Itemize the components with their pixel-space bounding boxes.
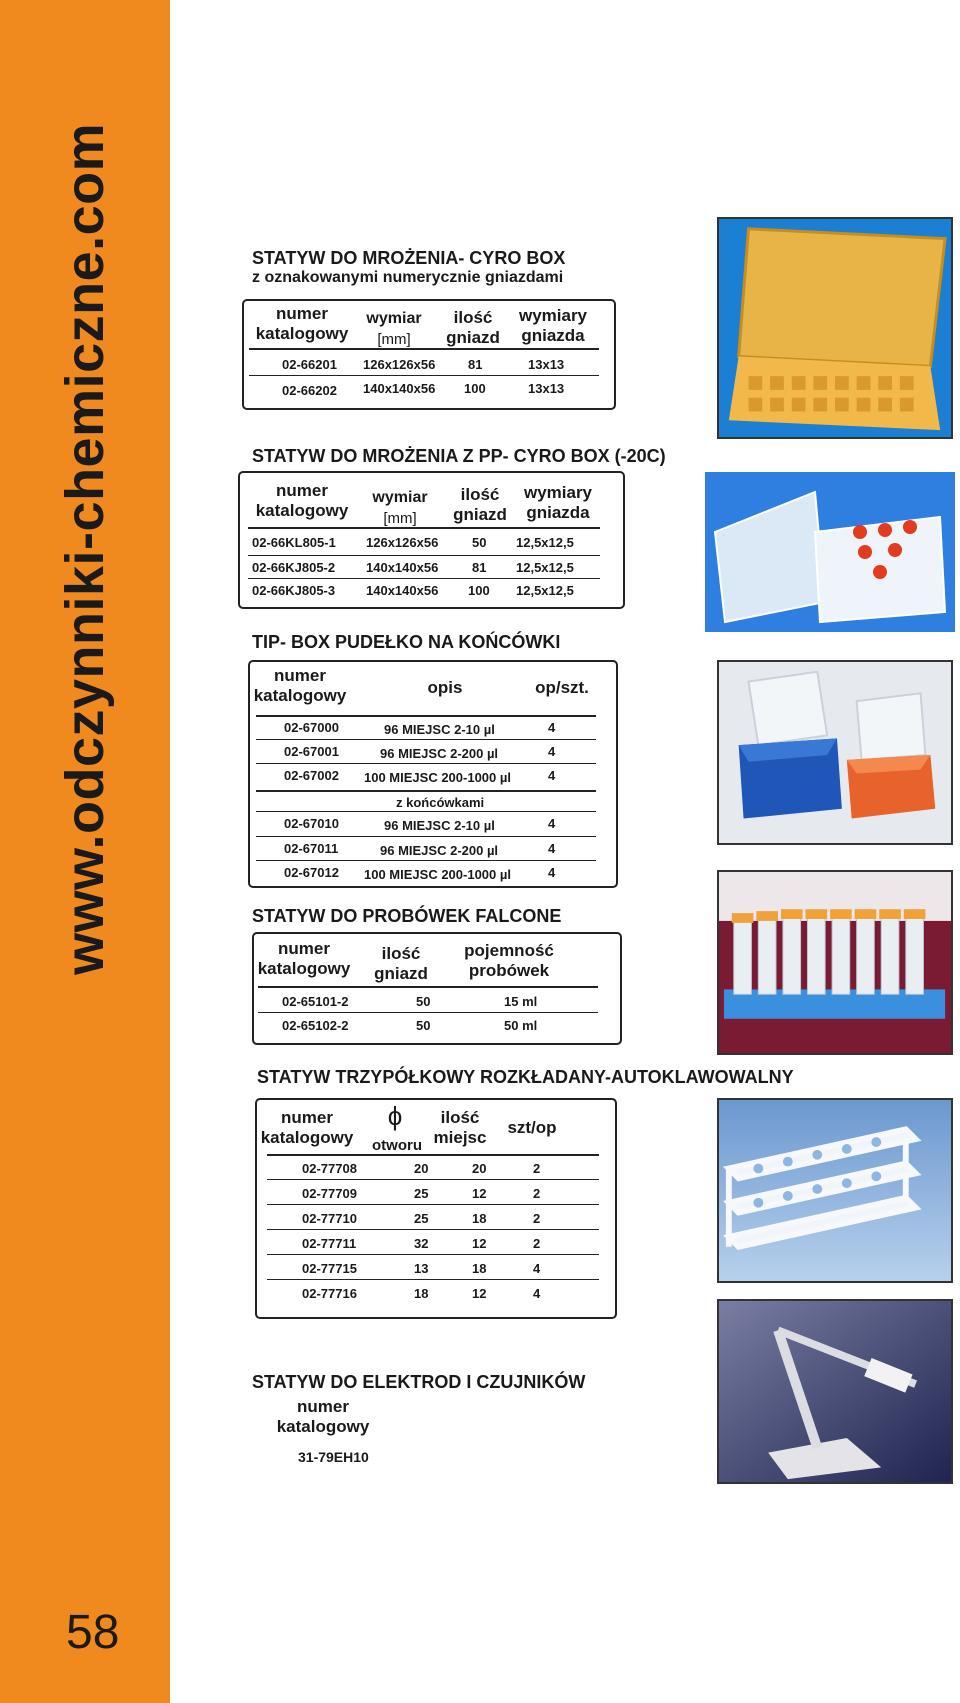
pp-cyro-box-table bbox=[238, 471, 625, 609]
table-cell: 81 bbox=[468, 357, 483, 372]
col-header-dimension: wymiar [mm] bbox=[366, 310, 422, 348]
diameter-icon: ϕ bbox=[387, 1101, 403, 1131]
table-cell: 100 bbox=[464, 381, 486, 396]
col-header-places: ilość miejsc bbox=[433, 1108, 487, 1147]
table-cell: 4 bbox=[533, 1286, 541, 1301]
section-subtitle-cyro-box: z oznakowanymi numerycznie gniazdami bbox=[252, 269, 564, 286]
col-header-catalog: numer katalogowy bbox=[255, 481, 349, 520]
table-cell: 96 MIEJSC 2-200 µl bbox=[380, 843, 499, 858]
col-header-slot-size: wymiary gniazda bbox=[518, 306, 588, 345]
table-cell: 12 bbox=[472, 1236, 487, 1251]
header-rule bbox=[267, 1154, 599, 1156]
col-header-quantity: ilość gniazd bbox=[446, 308, 500, 347]
table-cell: 02-77716 bbox=[302, 1286, 357, 1301]
table-cell: 02-67011 bbox=[284, 841, 339, 856]
table-cell: 02-66201 bbox=[282, 357, 337, 372]
table-cell: 13x13 bbox=[528, 381, 565, 396]
table-cell: 02-67002 bbox=[284, 768, 339, 783]
pp-cyro-box-photo bbox=[705, 472, 955, 632]
table-cell: 02-67010 bbox=[284, 816, 339, 831]
table-cell: 13x13 bbox=[528, 357, 565, 372]
row-rule bbox=[267, 1279, 599, 1280]
col-header-catalog: numer katalogowy bbox=[255, 304, 349, 343]
col-header-quantity: ilość gniazd bbox=[374, 944, 428, 983]
table-cell: 12,5x12,5 bbox=[516, 535, 574, 550]
table-cell: 126x126x56 bbox=[366, 535, 439, 550]
table-cell: 2 bbox=[533, 1236, 541, 1251]
section-title-tip-box: TIP- BOX PUDEŁKO NA KOŃCÓWKI bbox=[252, 632, 561, 652]
tip-box-table bbox=[248, 660, 618, 888]
table-cell: 02-66KJ805-3 bbox=[252, 583, 336, 598]
table-cell: 02-67012 bbox=[284, 865, 339, 880]
table-cell: 12 bbox=[472, 1186, 487, 1201]
table-cell: 140x140x56 bbox=[363, 381, 436, 396]
table-cell: 12,5x12,5 bbox=[516, 560, 574, 575]
catalog-number: 31-79EH10 bbox=[298, 1449, 369, 1465]
table-cell: 02-65101-2 bbox=[282, 994, 349, 1009]
col-header-hole: otworu bbox=[372, 1137, 422, 1154]
col-header-quantity: ilość gniazd bbox=[453, 485, 507, 524]
table-cell: 4 bbox=[548, 816, 556, 831]
table-cell: 02-77708 bbox=[302, 1161, 357, 1176]
table-cell: 140x140x56 bbox=[366, 583, 439, 598]
table-cell: 32 bbox=[414, 1236, 429, 1251]
sidebar bbox=[0, 0, 170, 1703]
electrode-stand-photo bbox=[717, 1299, 953, 1484]
row-rule bbox=[249, 375, 599, 376]
tip-box-photo bbox=[717, 660, 953, 845]
table-cell: 02-67000 bbox=[284, 720, 339, 735]
row-rule bbox=[248, 555, 600, 556]
table-cell: 4 bbox=[548, 865, 556, 880]
table-cell: 02-67001 bbox=[284, 744, 339, 759]
col-header-catalog: numer katalogowy bbox=[276, 1397, 370, 1436]
col-header-dimension: wymiar [mm] bbox=[372, 489, 428, 527]
table-cell: 20 bbox=[414, 1161, 429, 1176]
table-cell: 02-77711 bbox=[302, 1236, 357, 1251]
table-cell: 50 bbox=[472, 535, 487, 550]
page-number: 58 bbox=[66, 1606, 120, 1659]
table-cell: 02-65102-2 bbox=[282, 1018, 349, 1033]
table-cell: 12,5x12,5 bbox=[516, 583, 574, 598]
col-header-catalog: numer katalogowy bbox=[260, 1108, 354, 1147]
row-rule bbox=[256, 739, 596, 740]
table-cell: 100 bbox=[468, 583, 490, 598]
table-cell: 2 bbox=[533, 1186, 541, 1201]
row-rule bbox=[267, 1254, 599, 1255]
table-cell: 100 MIEJSC 200-1000 µl bbox=[364, 867, 511, 882]
col-header-pack: op/szt. bbox=[535, 678, 589, 697]
header-rule bbox=[256, 715, 596, 717]
table-cell: 81 bbox=[472, 560, 487, 575]
table-cell: 96 MIEJSC 2-200 µl bbox=[380, 746, 499, 761]
table-cell: 126x126x56 bbox=[363, 357, 436, 372]
table-cell: 25 bbox=[414, 1211, 429, 1226]
table-cell: 100 MIEJSC 200-1000 µl bbox=[364, 770, 511, 785]
table-cell: 25 bbox=[414, 1186, 429, 1201]
row-rule bbox=[248, 578, 600, 579]
section-title-three-tier-rack: STATYW TRZYPÓŁKOWY ROZKŁADANY-AUTOKLAWOWALNY bbox=[257, 1067, 794, 1087]
table-cell: 4 bbox=[533, 1261, 541, 1276]
section-title-electrode-stand: STATYW DO ELEKTROD I CZUJNIKÓW bbox=[252, 1372, 586, 1392]
cyro-box-table bbox=[242, 299, 616, 410]
row-rule bbox=[267, 1229, 599, 1230]
header-rule bbox=[249, 348, 599, 350]
row-rule bbox=[258, 1012, 598, 1013]
table-cell: 02-77709 bbox=[302, 1186, 357, 1201]
col-header-capacity: pojemność probówek bbox=[464, 941, 554, 980]
three-tier-rack-photo bbox=[717, 1098, 953, 1283]
table-cell: 18 bbox=[472, 1211, 487, 1226]
table-cell: 4 bbox=[548, 720, 556, 735]
group-rule bbox=[256, 790, 596, 792]
row-rule bbox=[256, 860, 596, 861]
cyro-box-photo bbox=[717, 217, 953, 439]
table-cell: 50 bbox=[416, 994, 431, 1009]
row-rule bbox=[256, 811, 596, 812]
table-cell: 20 bbox=[472, 1161, 487, 1176]
table-cell: 12 bbox=[472, 1286, 487, 1301]
group-label: z końcówkami bbox=[396, 795, 485, 810]
falcon-rack-table bbox=[252, 932, 622, 1045]
section-title-cyro-box: STATYW DO MROŻENIA- CYRO BOX bbox=[252, 248, 566, 268]
row-rule bbox=[267, 1204, 599, 1205]
table-cell: 13 bbox=[414, 1261, 429, 1276]
row-rule bbox=[256, 836, 596, 837]
website-url: www.odczynniki-chemiczne.com bbox=[55, 122, 115, 975]
table-cell: 02-66202 bbox=[282, 383, 337, 398]
section-title-pp-cyro-box: STATYW DO MROŻENIA Z PP- CYRO BOX (-20C) bbox=[252, 446, 666, 466]
table-cell: 02-77710 bbox=[302, 1211, 357, 1226]
table-cell: 18 bbox=[414, 1286, 429, 1301]
col-header-catalog: numer katalogowy bbox=[253, 666, 347, 705]
row-rule bbox=[256, 763, 596, 764]
table-cell: 96 MIEJSC 2-10 µl bbox=[384, 722, 495, 737]
header-rule bbox=[258, 986, 598, 988]
three-tier-rack-table bbox=[255, 1098, 617, 1319]
falcon-rack-photo bbox=[717, 870, 953, 1055]
header-rule bbox=[248, 527, 600, 529]
col-header-catalog: numer katalogowy bbox=[257, 939, 351, 978]
table-cell: 50 ml bbox=[504, 1018, 538, 1033]
table-cell: 2 bbox=[533, 1161, 541, 1176]
table-cell: 15 ml bbox=[504, 994, 538, 1009]
col-header-pack: szt/op bbox=[507, 1118, 557, 1137]
table-cell: 4 bbox=[548, 841, 556, 856]
col-header-description: opis bbox=[427, 678, 463, 697]
table-cell: 2 bbox=[533, 1211, 541, 1226]
section-title-falcon-rack: STATYW DO PROBÓWEK FALCONE bbox=[252, 906, 562, 926]
table-cell: 02-66KJ805-2 bbox=[252, 560, 336, 575]
table-cell: 4 bbox=[548, 768, 556, 783]
col-header-slot-size: wymiary gniazda bbox=[523, 483, 593, 522]
table-cell: 02-66KL805-1 bbox=[252, 535, 336, 550]
table-cell: 50 bbox=[416, 1018, 431, 1033]
table-cell: 18 bbox=[472, 1261, 487, 1276]
row-rule bbox=[267, 1179, 599, 1180]
table-cell: 96 MIEJSC 2-10 µl bbox=[384, 818, 495, 833]
table-cell: 140x140x56 bbox=[366, 560, 439, 575]
table-cell: 4 bbox=[548, 744, 556, 759]
table-cell: 02-77715 bbox=[302, 1261, 357, 1276]
